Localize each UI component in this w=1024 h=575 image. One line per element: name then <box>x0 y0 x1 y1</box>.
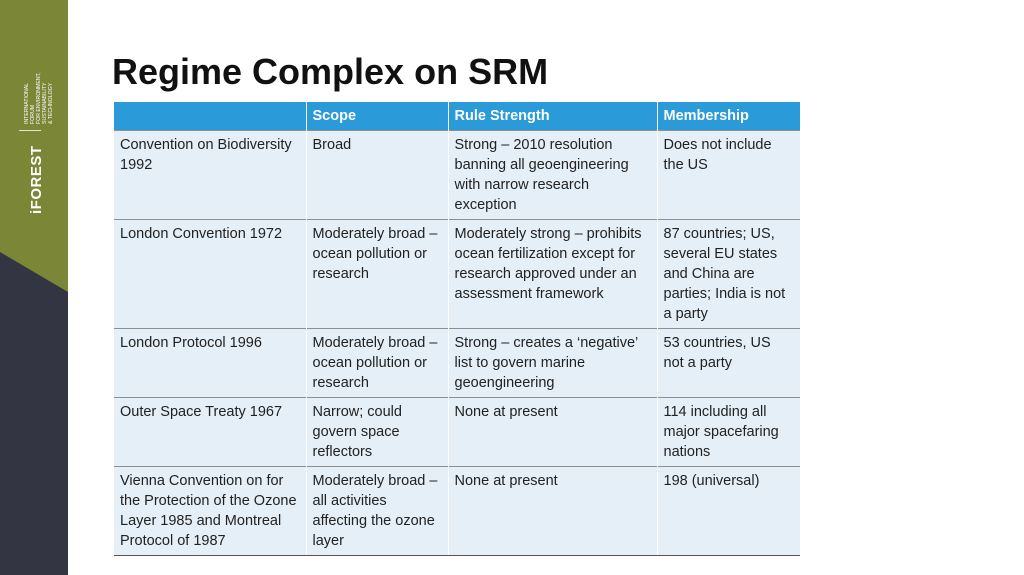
header-rule-strength: Rule Strength <box>448 102 657 131</box>
table-row <box>114 131 800 220</box>
slide-title: Regime Complex on SRM <box>112 51 549 92</box>
cell-scope: Narrow; could govern space reflectors <box>306 398 448 467</box>
cell-rule-strength: Strong – creates a ‘negative’ list to govern marine geoengineering <box>448 329 657 398</box>
table-row <box>114 220 800 329</box>
table-header-row <box>114 102 800 131</box>
logo-subtitle: INTERNATIONAL FORUM FOR ENVIRONMENT, SUSTAINABILITY & TECHNOLOGY <box>24 72 54 124</box>
header-scope: Scope <box>306 102 448 131</box>
cell-membership: 87 countries; US, several EU states and China are parties; India is not a party <box>657 220 800 329</box>
header-membership: Membership <box>657 102 800 131</box>
cell-instrument: Outer Space Treaty 1967 <box>114 398 306 467</box>
cell-membership: 114 including all major spacefaring nations <box>657 398 800 467</box>
brand-sidebar <box>0 0 68 575</box>
cell-scope: Moderately broad –ocean pollution or research <box>306 329 448 398</box>
cell-instrument: Convention on Biodiversity 1992 <box>114 131 306 220</box>
cell-instrument: London Convention 1972 <box>114 220 306 329</box>
logo-wordmark: iFOREST <box>28 145 45 214</box>
cell-membership: 53 countries, US not a party <box>657 329 800 398</box>
header-blank <box>114 102 306 131</box>
table-row <box>114 467 800 556</box>
cell-rule-strength: None at present <box>448 398 657 467</box>
cell-rule-strength: Strong – 2010 resolution banning all geoengineering with narrow research exception <box>448 131 657 220</box>
iforest-logo <box>20 72 68 232</box>
cell-scope: Moderately broad – all activities affecting the ozone layer <box>306 467 448 556</box>
regime-table <box>114 102 800 556</box>
cell-membership: 198 (universal) <box>657 467 800 556</box>
cell-membership: Does not include the US <box>657 131 800 220</box>
cell-scope: Broad <box>306 131 448 220</box>
table-row <box>114 329 800 398</box>
cell-instrument: London Protocol 1996 <box>114 329 306 398</box>
cell-rule-strength: Moderately strong – prohibits ocean fertilization except for research approved under an assessment framework <box>448 220 657 329</box>
cell-scope: Moderately broad –ocean pollution or research <box>306 220 448 329</box>
cell-rule-strength: None at present <box>448 467 657 556</box>
table-row <box>114 398 800 467</box>
cell-instrument: Vienna Convention on for the Protection of the Ozone Layer 1985 and Montreal Protocol of 1987 <box>114 467 306 556</box>
logo-divider <box>19 130 41 131</box>
